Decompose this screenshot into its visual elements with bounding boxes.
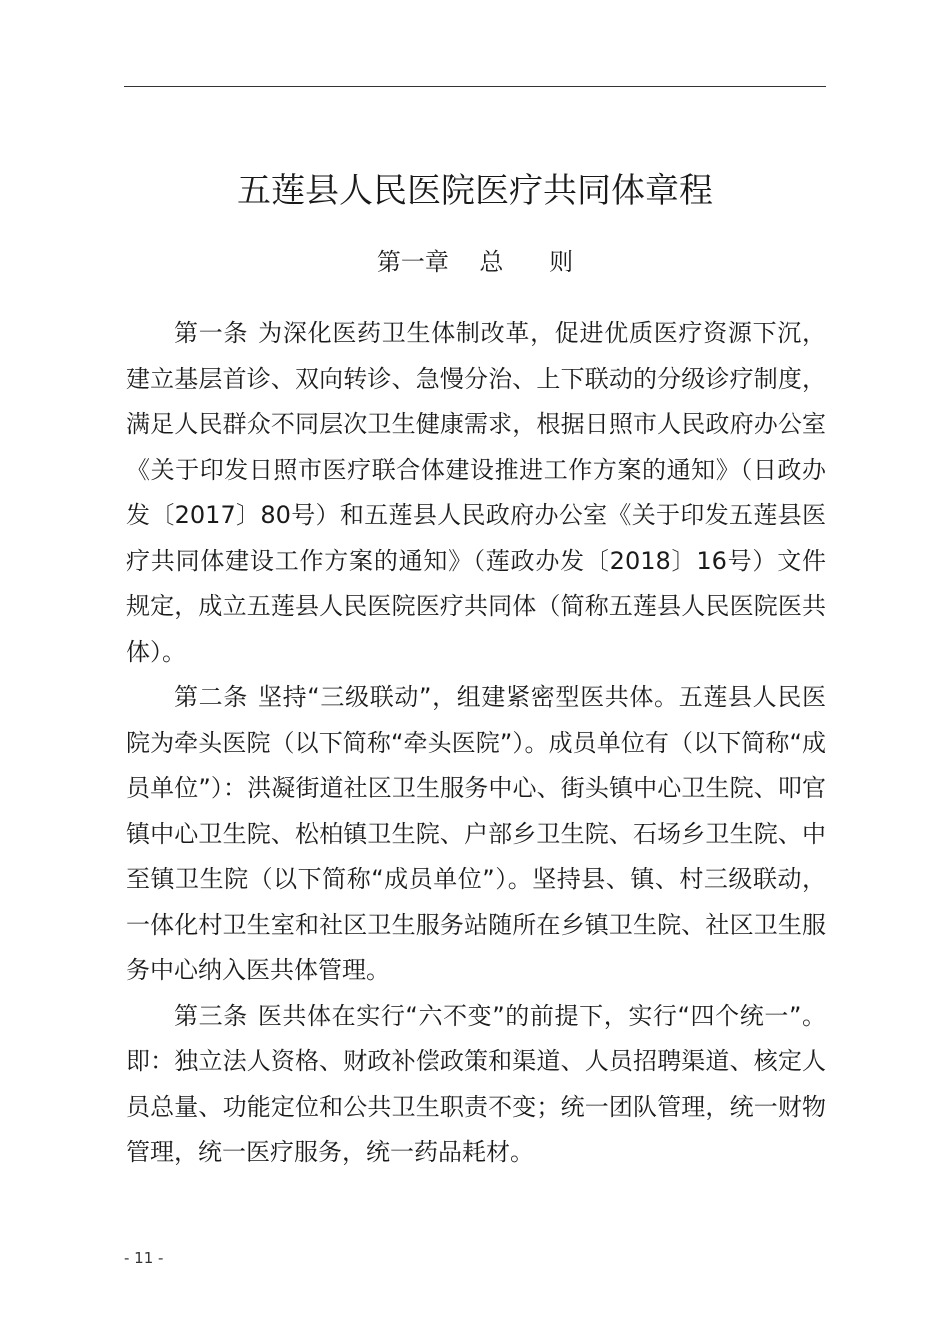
document-title: 五莲县人民医院医疗共同体章程 <box>237 171 713 211</box>
article-2 <box>126 675 826 994</box>
article-3-text: 医共体在实行“六不变”的前提下，实行“四个统一”。即：独立法人资格、财政补偿政策和渠道、人员招聘渠道、核定人员总量、功能定位和公共卫生职责不变；统一团队管理，统一财物管理，统一医疗服务，统一药品耗材。 <box>126 1001 827 1166</box>
chapter-heading: 第一章 总 则 <box>376 248 574 276</box>
article-1 <box>126 311 826 675</box>
article-1-text: 为深化医药卫生体制改革，促进优质医疗资源下沉，建立基层首诊、双向转诊、急慢分治、上下联动的分级诊疗制度，满足人民群众不同层次卫生健康需求，根据日照市人民政府办公室《关于印发日照市医疗联合体建设推进工作方案的通知》（日政办发〔2017〕80号）和五莲县人民政府办公室《关于印发五莲县医疗共同体建设工作方案的通知》（莲政办发〔2018〕16号）文件规定，成立五莲县人民医院医疗共同体（简称五莲县人民医院医共体）。 <box>126 319 827 666</box>
article-3-label: 第三条 <box>174 1001 248 1030</box>
article-2-text: 坚持“三级联动”，组建紧密型医共体。五莲县人民医院为牵头医院（以下简称“牵头医院”）。成员单位有（以下简称“成员单位”）：洪凝街道社区卫生服务中心、街头镇中心卫生院、叩官镇中心卫生院、松柏镇卫生院、户部乡卫生院、石场乡卫生院、中至镇卫生院（以下简称“成员单位”）。坚持县、镇、村三级联动，一体化村卫生室和社区卫生服务站随所在乡镇卫生院、社区卫生服务中心纳入医共体管理。 <box>126 683 826 984</box>
document-body <box>126 311 826 1176</box>
article-1-label: 第一条 <box>174 319 249 347</box>
page-number: - 11 - <box>124 1249 164 1267</box>
article-3 <box>126 994 826 1176</box>
article-2-label: 第二条 <box>174 683 248 711</box>
header-rule <box>124 86 826 87</box>
